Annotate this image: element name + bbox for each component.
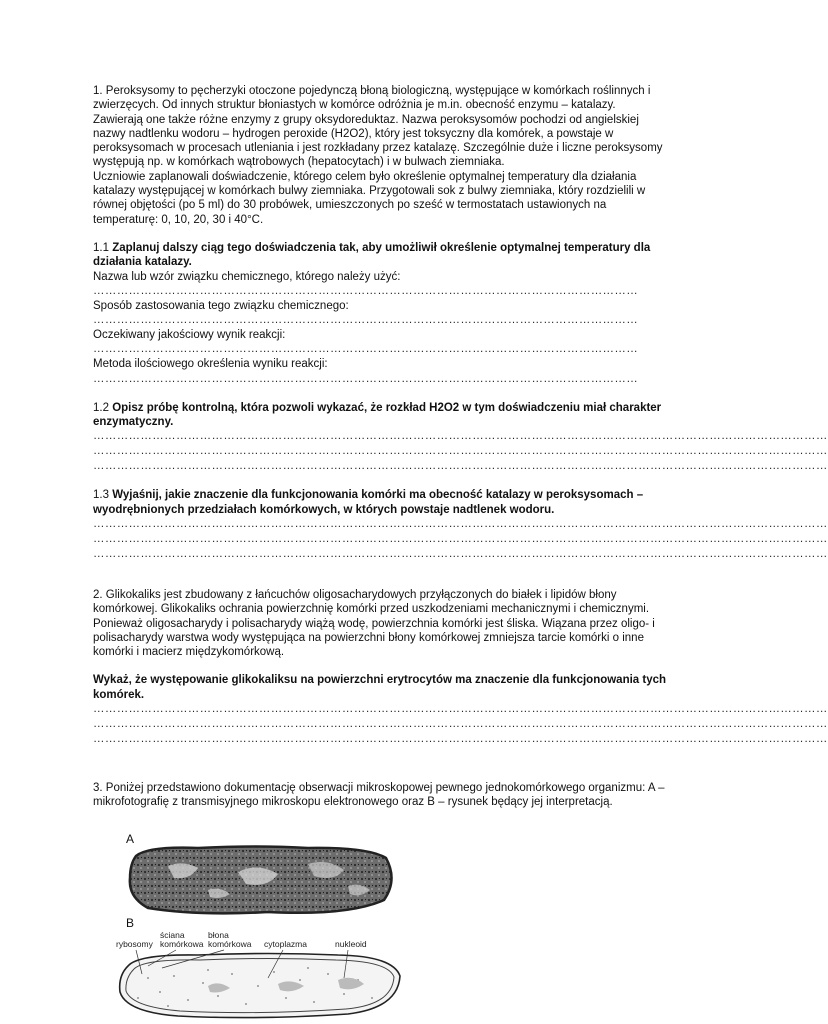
text-line: równej objętości (po 5 ml) do 30 probówek, umieszczonych po sześć w termostatach ustawionych na: [93, 199, 607, 212]
question-number: 1.2: [93, 401, 109, 414]
answer-line[interactable]: …………………………………………………………………………………………………………………………: [93, 284, 639, 297]
figure-label-a: A: [126, 832, 135, 846]
question-text: Wykaż, że występowanie glikokaliksu na powierzchni erytrocytów ma znaczenie dla funkcjonowania tych: [93, 674, 667, 687]
text-line: Ponieważ oligosacharydy i polisacharydy wiążą wodę, powierzchnia komórki jest śliska. Wiązana przez oligo- i: [93, 617, 655, 630]
question-text: enzymatyczny.: [93, 416, 174, 429]
question-text: Opisz próbę kontrolną, która pozwoli wykazać, że rozkład H2O2 w tym doświadczeniu miał charakter: [112, 401, 662, 414]
answer-line[interactable]: ……………………………………………………………………………………………………………………………………………………………………: [93, 532, 828, 545]
text-line: katalazy występującej w komórkach bulwy ziemniaka. Przygotowali sok z bulwy ziemniaka, który rozdzielili w: [93, 185, 646, 198]
label-nukleoid: nukleoid: [335, 939, 367, 949]
answer-line[interactable]: …………………………………………………………………………………………………………………………: [93, 343, 639, 356]
text-line: komórkowej. Glikokaliks ochrania powierzchnię komórki przed uszkodzeniami mechanicznymi i chemicznymi.: [93, 603, 650, 616]
text-line: Uczniowie zaplanowali doświadczenie, którego celem było określenie optymalnej temperatury dla działania: [93, 170, 637, 183]
field-label: Oczekiwany jakościowy wynik reakcji:: [93, 329, 286, 342]
answer-line[interactable]: ……………………………………………………………………………………………………………………………………………………………………: [93, 718, 828, 731]
text-line: 1. Peroksysomy to pęcherzyki otoczone pojedynczą błoną biologiczną, występujące w komórkach roślinnych i: [93, 85, 651, 97]
question-text: działania katalazy.: [93, 256, 192, 269]
answer-line[interactable]: ……………………………………………………………………………………………………………………………………………………………………: [93, 445, 828, 458]
answer-line[interactable]: ……………………………………………………………………………………………………………………………………………………………………: [93, 430, 828, 443]
label-sciana-2: komórkowa: [160, 939, 204, 949]
question-1-1: [93, 241, 678, 387]
text-line: peroksysomach w procesach utleniania i jest rozkładany przez katalazę. Szczególnie duże i liczne peroksysomy: [93, 142, 663, 155]
task-3-intro: [93, 781, 678, 810]
label-sciana-1: ściana: [160, 930, 185, 940]
question-text: Zaplanuj dalszy ciąg tego doświadczenia tak, aby umożliwił określenie optymalnej temperatury dla: [112, 241, 651, 254]
text-line: występują np. w komórkach wątrobowych (hepatocytach) i w bulwach ziemniaka.: [93, 156, 505, 169]
task-1-intro: [93, 84, 678, 227]
question-prompt: [93, 401, 678, 415]
micrograph-a: [108, 842, 408, 922]
field-label: Nazwa lub wzór związku chemicznego, którego należy użyć:: [93, 270, 401, 283]
label-blona-2: komórkowa: [208, 939, 252, 949]
label-blona-1: błona: [208, 930, 229, 940]
question-1-3: [93, 488, 828, 562]
question-2: [93, 673, 828, 747]
answer-line[interactable]: ……………………………………………………………………………………………………………………………………………………………………: [93, 733, 828, 746]
task-2-intro: [93, 588, 678, 659]
text-line: komórki i macierz międzykomórkową.: [93, 646, 285, 659]
question-text: komórek.: [93, 688, 145, 701]
text-line: Zawierają one także różne enzymy z grupy oksydoreduktaz. Nazwa peroksysomów pochodzi od angielskiej: [93, 113, 639, 126]
answer-line[interactable]: …………………………………………………………………………………………………………………………: [93, 314, 639, 327]
drawing-b: [108, 928, 408, 1024]
answer-line[interactable]: ……………………………………………………………………………………………………………………………………………………………………: [93, 517, 828, 530]
field-label: Metoda ilościowego określenia wyniku reakcji:: [93, 358, 328, 371]
figure-label-b: B: [126, 916, 135, 930]
field-label: Sposób zastosowania tego związku chemicznego:: [93, 299, 349, 312]
label-cytoplazma: cytoplazma: [264, 939, 307, 949]
worksheet: [93, 84, 828, 810]
question-number: 1.1: [93, 241, 109, 254]
label-rybosomy: rybosomy: [116, 939, 153, 949]
question-number: 1.3: [93, 489, 109, 502]
text-line: nazwy nadtlenku wodoru – hydrogen peroxide (H2O2), który jest toksyczny dla komórek, a powstaje w: [93, 127, 614, 140]
text-line: polisacharydy warstwa wody występująca na powierzchni błony komórkowej zmniejsza tarcie komórki o inne: [93, 631, 644, 644]
answer-line[interactable]: ……………………………………………………………………………………………………………………………………………………………………: [93, 460, 828, 473]
answer-line[interactable]: …………………………………………………………………………………………………………………………: [93, 372, 639, 385]
text-line: 3. Poniżej przedstawiono dokumentację obserwacji mikroskopowej pewnego jednokomórkowego organizmu: A –: [93, 782, 665, 795]
question-prompt: [93, 488, 678, 502]
answer-line[interactable]: ……………………………………………………………………………………………………………………………………………………………………: [93, 703, 828, 716]
bacterium-figure: [108, 832, 408, 1024]
question-text: wyodrębnionych przedziałach komórkowych, w których powstaje nadtlenek wodoru.: [93, 503, 555, 516]
text-line: zwierzęcych. Od innych struktur błoniastych w komórce odróżnia je m.in. obecność enzymu – katalazy.: [93, 99, 616, 112]
text-line: mikrofotografię z transmisyjnego mikroskopu elektronowego oraz B – rysunek będący jej interpretacją.: [93, 796, 613, 809]
question-text: Wyjaśnij, jakie znaczenie dla funkcjonowania komórki ma obecność katalazy w peroksysomach –: [112, 489, 644, 502]
text-line: temperaturę: 0, 10, 20, 30 i 40°C.: [93, 213, 264, 226]
question-prompt: [93, 241, 678, 255]
question-1-2: [93, 401, 828, 475]
answer-line[interactable]: ……………………………………………………………………………………………………………………………………………………………………: [93, 547, 828, 560]
text-line: 2. Glikokaliks jest zbudowany z łańcuchów oligosacharydowych przyłączonych do białek i lipidów błony: [93, 588, 617, 601]
